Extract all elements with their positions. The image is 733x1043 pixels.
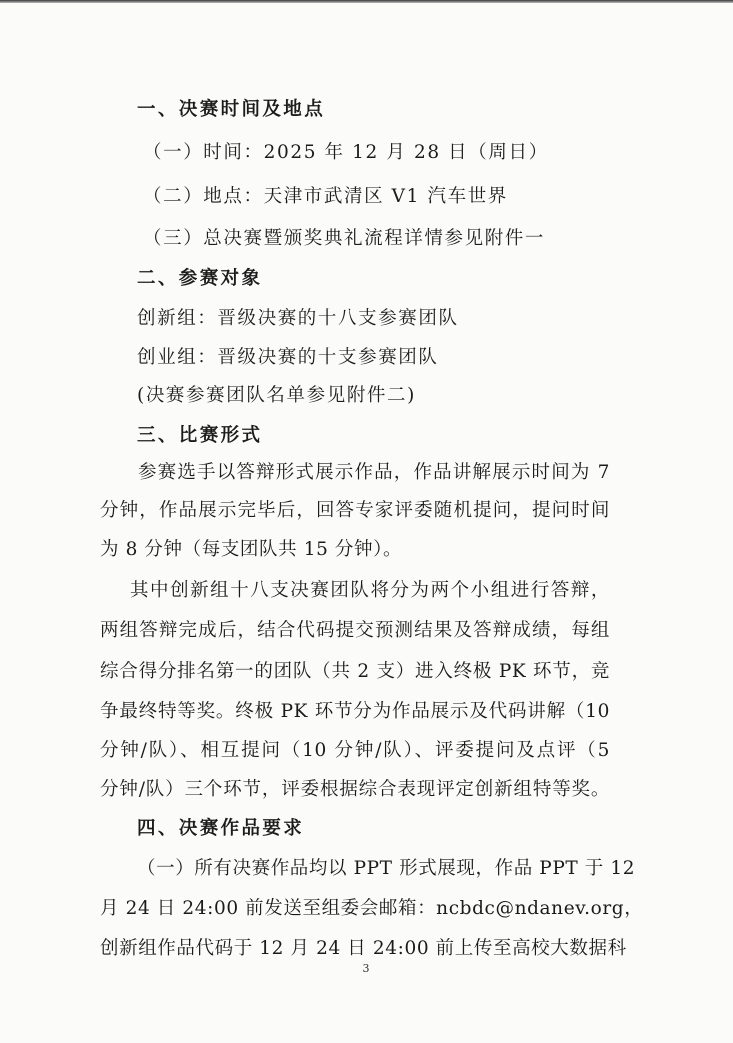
section-3-paragraph-2-line-6: 分钟/队）三个环节，评委根据综合表现评定创新组特等奖。	[100, 779, 610, 800]
section-3-paragraph-1-line-2: 分钟，作品展示完毕后，回答专家评委随机提问，提问时间	[100, 500, 610, 521]
section-2-innovation: 创新组：晋级决赛的十八支参赛团队	[137, 308, 459, 329]
section-3-paragraph-2-line-3: 综合得分排名第一的团队（共 2 支）进入终极 PK 环节，竞	[100, 661, 610, 682]
section-3-paragraph-2-line-2: 两组答辩完成后，结合代码提交预测结果及答辩成绩，每组	[100, 620, 610, 641]
section-heading-2: 二、参赛对象	[137, 268, 263, 289]
section-2-note: (决赛参赛团队名单参见附件二)	[137, 385, 416, 406]
section-4-paragraph-1-line-2: 月 24 日 24:00 前发送至组委会邮箱：ncbdc@ndanev.org，	[100, 898, 644, 919]
section-2-startup: 创业组：晋级决赛的十支参赛团队	[137, 347, 439, 368]
section-heading-3: 三、比赛形式	[137, 425, 263, 446]
page-number: 3	[362, 962, 370, 975]
section-3-paragraph-2-line-4: 争最终特等奖。终极 PK 环节分为作品展示及代码讲解（10	[100, 701, 610, 722]
section-3-paragraph-2-line-5: 分钟/队）、相互提问（10 分钟/队）、评委提问及点评（5	[100, 740, 610, 761]
section-3-paragraph-2-line-1: 其中创新组十八支决赛团队将分为两个小组进行答辩，	[130, 580, 610, 601]
section-heading-4: 四、决赛作品要求	[137, 818, 305, 839]
section-heading-1: 一、决赛时间及地点	[137, 99, 326, 120]
section-1-place: （二）地点：天津市武清区 V1 汽车世界	[143, 186, 508, 207]
section-4-paragraph-1-line-1: （一）所有决赛作品均以 PPT 形式展现，作品 PPT 于 12	[137, 858, 636, 879]
section-3-paragraph-1-line-1: 参赛选手以答辩形式展示作品，作品讲解展示时间为 7	[138, 462, 610, 483]
section-4-paragraph-1-line-3: 创新组作品代码于 12 月 24 日 24:00 前上传至高校大数据科	[100, 938, 627, 959]
section-1-flow: （三）总决赛暨颁奖典礼流程详情参见附件一	[143, 228, 546, 249]
section-1-time: （一）时间：2025 年 12 月 28 日（周日）	[143, 142, 549, 163]
section-3-paragraph-1-line-3: 为 8 分钟（每支团队共 15 分钟）。	[100, 539, 403, 560]
